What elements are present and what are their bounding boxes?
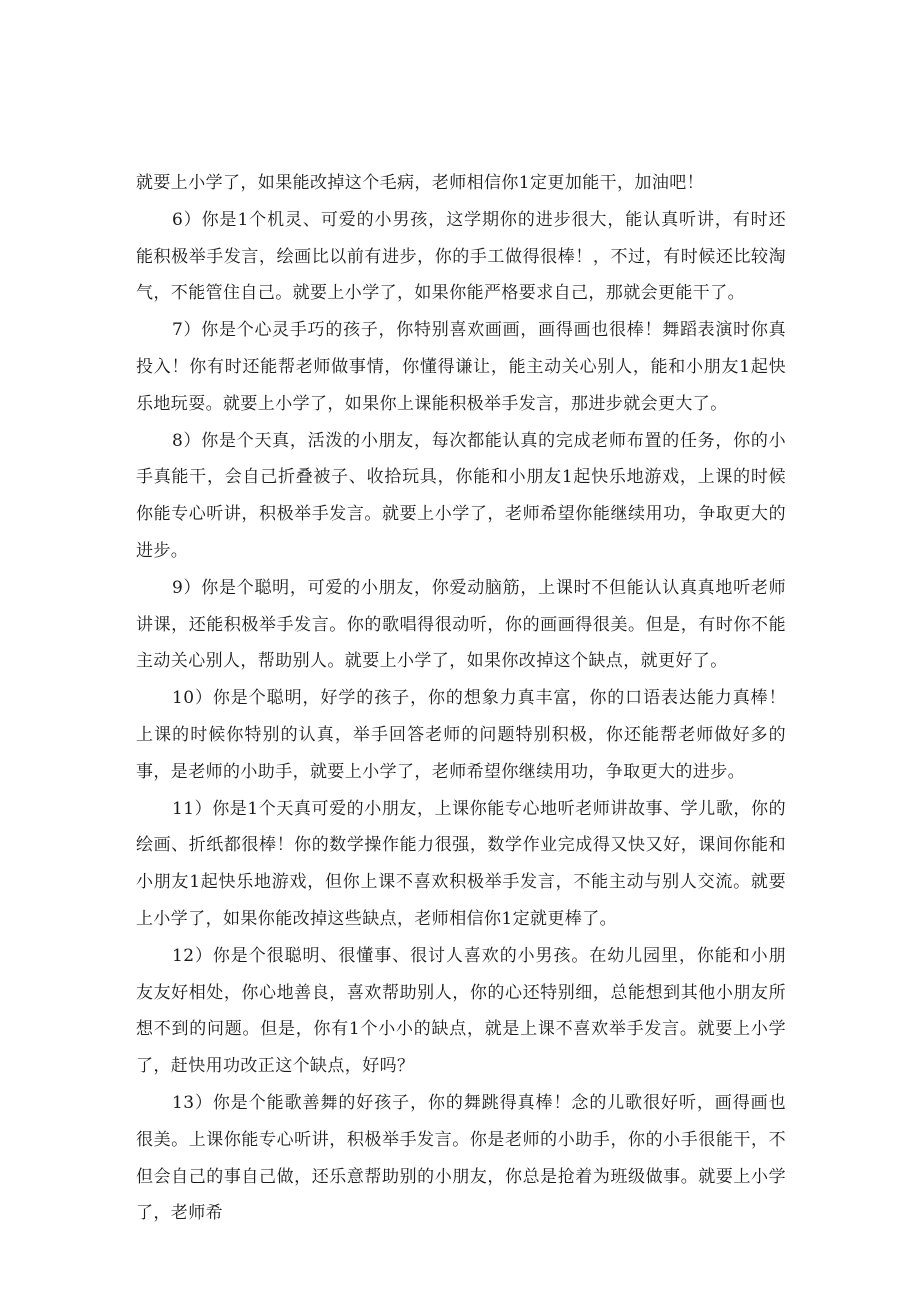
paragraph-comment-8: 8）你是个天真，活泼的小朋友，每次都能认真的完成老师布置的任务，你的小手真能干，会自己折叠被子、收拾玩具，你能和小朋友1起快乐地游戏，上课的时候你能专心听讲，积极举手发言。就要上小学了，老师希望你能继续用功，争取更大的进步。 xyxy=(136,430,786,561)
paragraph-comment-12: 12）你是个很聪明、很懂事、很讨人喜欢的小男孩。在幼儿园里，你能和小朋友友好相处，你心地善良，喜欢帮助别人，你的心还特别细，总能想到其他小朋友所想不到的问题。但是，你有1个小小的缺点，就是上课不喜欢举手发言。就要上小学了，赶快用功改正这个缺点，好吗？ xyxy=(136,945,786,1077)
paragraph-comment-11: 11）你是1个天真可爱的小朋友，上课你能专心地听老师讲故事、学儿歌，你的绘画、折纸都很棒！你的数学操作能力很强，数学作业完成得又快又好，课间你能和小朋友1起快乐地游戏，但你上课不喜欢积极举手发言，不能主动与别人交流。就要上小学了，如果你能改掉这些缺点，老师相信你1定就更棒了。 xyxy=(136,798,786,929)
paragraph-continuation: 就要上小学了，如果能改掉这个毛病，老师相信你1定更加能干，加油吧！ xyxy=(136,173,705,193)
paragraph-comment-9: 9）你是个聪明，可爱的小朋友，你爱动脑筋，上课时不但能认认真真地听老师讲课，还能积极举手发言。你的歌唱得很动听，你的画画得很美。但是，有时你不能主动关心别人，帮助别人。就要上小学了，如果你改掉这个缺点，就更好了。 xyxy=(136,577,786,672)
paragraph-comment-13: 13）你是个能歌善舞的好孩子，你的舞跳得真棒！念的儿歌很好听，画得画也很美。上课你能专心听讲，积极举手发言。你是老师的小助手，你的小手很能干，不但会自己的事自己做，还乐意帮助别的小朋友，你总是抢着为班级做事。就要上小学了，老师希 xyxy=(136,1092,786,1224)
document-page xyxy=(136,165,786,1232)
paragraph-comment-7: 7）你是个心灵手巧的孩子，你特别喜欢画画，画得画也很棒！舞蹈表演时你真投入！你有时还能帮老师做事情，你懂得谦让，能主动关心别人，能和小朋友1起快乐地玩耍。就要上小学了，如果你上课能积极举手发言，那进步就会更大了。 xyxy=(136,320,786,414)
paragraph-comment-6: 6）你是1个机灵、可爱的小男孩，这学期你的进步很大，能认真听讲，有时还能积极举手发言，绘画比以前有进步，你的手工做得很棒！，不过，有时候还比较淘气，不能管住自己。就要上小学了，如果你能严格要求自己，那就会更能干了。 xyxy=(136,209,786,304)
paragraph-comment-10: 10）你是个聪明，好学的孩子，你的想象力真丰富，你的口语表达能力真棒！上课的时候你特别的认真，举手回答老师的问题特别积极，你还能帮老师做好多的事，是老师的小助手，就要上小学了，老师希望你继续用功，争取更大的进步。 xyxy=(136,688,786,782)
